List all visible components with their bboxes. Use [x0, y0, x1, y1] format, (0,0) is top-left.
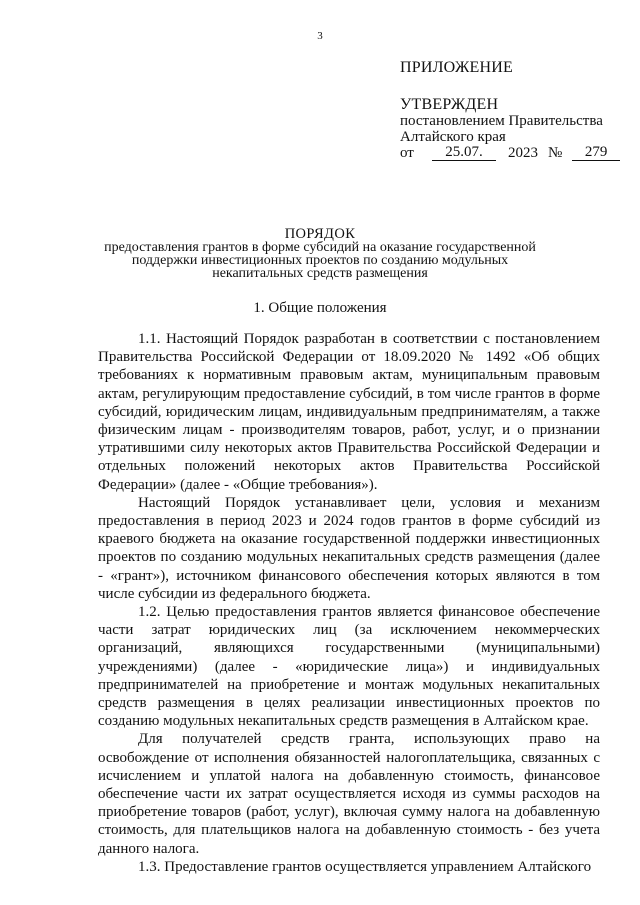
page-number: 3: [317, 30, 323, 42]
document-title: [80, 228, 560, 280]
document-heading: ПОРЯДОК: [284, 226, 356, 242]
decree-date-day-month: 25.07.: [432, 145, 496, 161]
number-sign: №: [548, 145, 563, 161]
paragraph-1-2-continued: Для получателей средств гранта, использующих право на освобождение от исполнения обязанностей налогоплательщика, связанных с исчислением и уплатой налога на добавленную стоимость, финансовое обеспечение части их затрат осуществляется исходя из суммы расходов на приобретение товаров (работ, услуг), включая сумму налога на добавленную стоимость, для плательщиков налога на добавленную стоимость - без учета данного налога.: [98, 731, 600, 857]
approval-block: [400, 60, 620, 161]
paragraph-1-3: 1.3. Предоставление грантов осуществляется управлением Алтайского: [138, 858, 592, 875]
document-title-line-3: некапитальных средств размещения: [212, 266, 428, 281]
decree-year: 2023: [508, 145, 539, 161]
document-title-line-2: поддержки инвестиционных проектов по созданию модульных: [131, 253, 509, 268]
issuer-line-1: постановлением Правительства: [400, 113, 603, 129]
paragraph-1-1-continued: Настоящий Порядок устанавливает цели, условия и механизм предоставления в период 2023 и 2024 годов грантов в форме субсидий из краевого бюджета на оказание государственной поддержки инвестиционных проектов по созданию модульных некапитальных средств размещения (далее - «грант»), источником финансового обеспечения которых являются в том числе субсидии из федерального бюджета.: [98, 494, 600, 602]
section-heading: 1. Общие положения: [253, 300, 387, 316]
paragraph-1-1: 1.1. Настоящий Порядок разработан в соответствии с постановлением Правительства Российской Федерации от 18.09.2020 № 1492 «Об общих требованиях к нормативным правовым актам, муниципальным правовым актам, регулирующим предоставление субсидий, в том числе грантов в форме субсидий, юридическим лицам, индивидуальным предпринимателям, а также физическим лицам - производителям товаров, работ, услуг, и о признании утратившими силу некоторых актов Правительства Российской Федерации и отдельных положений некоторых актов Правительства Российской Федерации» (далее - «Общие требования»).: [98, 331, 600, 493]
document-title-line-1: предоставления грантов в форме субсидий на оказание государственной: [104, 240, 536, 255]
section-body: [98, 330, 600, 876]
from-label: от: [400, 145, 414, 161]
paragraph-1-2: 1.2. Целью предоставления грантов является финансовое обеспечение части затрат юридических лиц (за исключением некоммерческих организаций, являющихся государственными (муниципальными) учреждениями) (далее - «юридические лица») и индивидуальных предпринимателей на приобретение и монтаж модульных некапитальных средств размещения в целях реализации инвестиционных проектов по созданию модульных некапитальных средств размещения в Алтайском крае.: [98, 604, 600, 730]
appendix-label: ПРИЛОЖЕНИЕ: [400, 59, 514, 76]
approved-label: УТВЕРЖДЕН: [400, 96, 499, 113]
decree-date-number-row: [400, 145, 620, 161]
issuer-line-2: Алтайского края: [400, 129, 506, 145]
decree-number: 279: [572, 145, 620, 161]
